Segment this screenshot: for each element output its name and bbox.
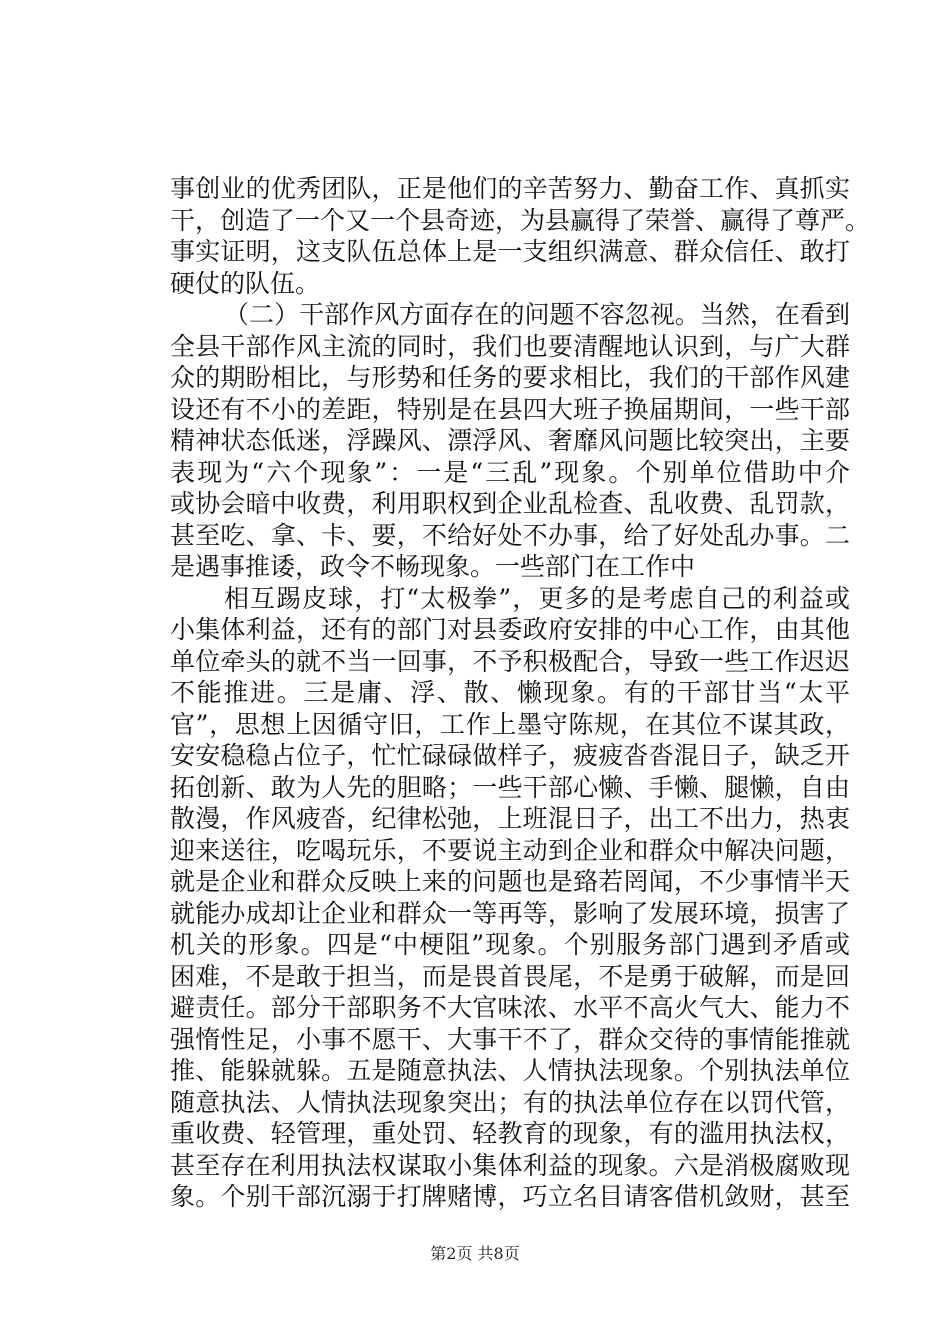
text-line: 官”，思想上因循守旧，工作上墨守陈规，在其位不谋其政， bbox=[170, 709, 850, 739]
text-line: 事实证明，这支队伍总体上是一支组织满意、群众信任、敢打 bbox=[170, 237, 850, 266]
text-line: 避责任。部分干部职务不大官味浓、水平不高火气大、能力不 bbox=[170, 993, 850, 1022]
text-line: 就是企业和群众反映上来的问题也是臵若罔闻，不少事情半天 bbox=[170, 867, 850, 896]
text-line: 拓创新、敢为人先的胆略；一些干部心懒、手懒、腿懒，自由 bbox=[170, 772, 850, 802]
text-line: 强惰性足，小事不愿干、大事干不了，群众交待的事情能推就 bbox=[170, 1024, 850, 1054]
text-line: 安安稳稳占位子，忙忙碌碌做样子，疲疲沓沓混日子，缺乏开 bbox=[170, 741, 850, 770]
text-line: 困难，不是敢于担当，而是畏首畏尾，不是勇于破解，而是回 bbox=[170, 961, 850, 991]
text-line: 硬仗的队伍。 bbox=[170, 268, 321, 298]
text-line: 或协会暗中收费，利用职权到企业乱检查、乱收费、乱罚款， bbox=[170, 489, 850, 518]
text-line: 推、能躲就躲。五是随意执法、人情执法现象。个别执法单位 bbox=[170, 1056, 850, 1085]
paragraph-start-line: 相互踢皮球，打“太极拳”，更多的是考虑自己的利益或 bbox=[224, 583, 850, 613]
text-line: 精神状态低迷，浮躁风、漂浮风、奢靡风问题比较突出，主要 bbox=[170, 426, 850, 455]
text-line: 不能推进。三是庸、浮、散、懒现象。有的干部甘当“太平 bbox=[170, 678, 850, 707]
text-line: 机关的形象。四是“中梗阻”现象。个别服务部门遇到矛盾或 bbox=[170, 930, 850, 959]
text-line: 甚至存在利用执法权谋取小集体利益的现象。六是消极腐败现 bbox=[170, 1150, 850, 1180]
text-line: 迎来送往，吃喝玩乐，不要说主动到企业和群众中解决问题， bbox=[170, 835, 850, 865]
text-line: 是遇事推诿，政令不畅现象。一些部门在工作中 bbox=[170, 552, 696, 581]
text-line: 干，创造了一个又一个县奇迹，为县赢得了荣誉、赢得了尊严。 bbox=[170, 205, 871, 235]
text-line: 散漫，作风疲沓，纪律松弛，上班混日子，出工不出力，热衷 bbox=[170, 804, 850, 833]
text-line: 事创业的优秀团队，正是他们的辛苦努力、勤奋工作、真抓实 bbox=[170, 174, 850, 203]
text-line: 小集体利益，还有的部门对县委政府安排的中心工作，由其他 bbox=[170, 615, 850, 644]
text-line: 单位牵头的就不当一回事，不予积极配合，导致一些工作迟迟 bbox=[170, 646, 850, 676]
text-line: 随意执法、人情执法现象突出；有的执法单位存在以罚代管， bbox=[170, 1087, 850, 1117]
text-line: 重收费、轻管理，重处罚、轻教育的现象，有的滥用执法权， bbox=[170, 1119, 850, 1148]
text-line: 甚至吃、拿、卡、要，不给好处不办事，给了好处乱办事。二 bbox=[170, 520, 850, 550]
text-line: 设还有不小的差距，特别是在县四大班子换届期间，一些干部 bbox=[170, 394, 850, 424]
paragraph-start-line: （二）干部作风方面存在的问题不容忽视。当然，在看到 bbox=[224, 300, 850, 329]
text-line: 众的期盼相比，与形势和任务的要求相比，我们的干部作风建 bbox=[170, 363, 850, 392]
text-line: 就能办成却让企业和群众一等再等，影响了发展环境，损害了 bbox=[170, 898, 850, 928]
text-line: 象。个别干部沉溺于打牌赌博，巧立名目请客借机敛财，甚至 bbox=[170, 1182, 850, 1211]
text-line: 表现为“六个现象”：一是“三乱”现象。个别单位借助中介 bbox=[170, 457, 850, 487]
text-line: 全县干部作风主流的同时，我们也要清醒地认识到，与广大群 bbox=[170, 331, 850, 361]
page-number-footer: 第2页 共8页 bbox=[430, 1244, 520, 1263]
